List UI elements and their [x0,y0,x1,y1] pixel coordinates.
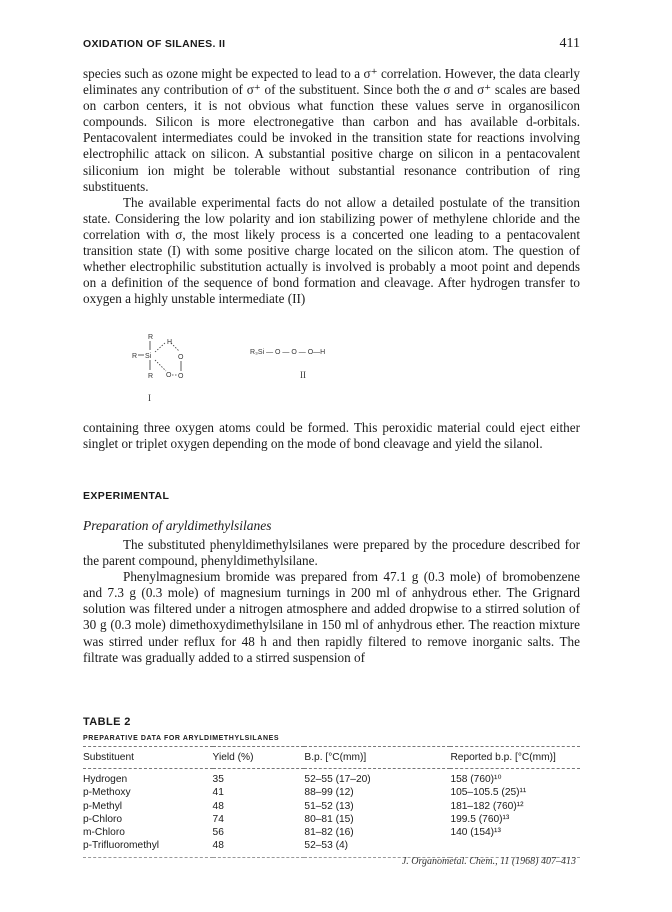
atom-si: Si [145,353,152,360]
cell-yield: 74 [212,813,224,825]
body-text-top [83,66,580,307]
paragraph-3: containing three oxygen atoms could be formed. This peroxidic material could eject either singlet or triplet oxygen depending on the mode of bond cleavage and yield the silanol. [83,420,580,452]
structure-ii-label: II [300,370,306,380]
running-header [83,38,580,56]
col-header-reported-bp: Reported b.p. [°C(mm)] [450,747,580,769]
cell-bp: 80–81 (15) [304,813,354,825]
col-header-yield: Yield (%) [213,747,305,769]
col-header-bp: B.p. [°C(mm)] [304,747,450,769]
cell-reported-bp: 158 (760)¹⁰ [450,774,502,785]
cell-substituent: p-Chloro [83,813,123,825]
cell-reported-bp [450,839,580,857]
table-header-row [83,747,580,769]
structure-ii-intermediate [248,340,358,400]
body-text-mid [83,420,580,452]
table-row [83,800,580,813]
cell-reported-bp: 140 (154)¹³ [450,827,501,839]
cell-substituent: m-Chloro [83,827,125,839]
structure-ii-formula: R₃Si — O — O — O—H [250,349,326,356]
table-label: TABLE 2 [83,716,131,728]
cell-substituent: p-Methyl [83,800,123,812]
cell-yield: 48 [213,839,305,857]
atom-r-bottom: R [148,373,154,380]
footer-citation: J. Organometal. Chem., 11 (1968) 407–413 [401,856,576,867]
cell-bp: 51–52 (13) [304,800,354,812]
cell-bp: 52–53 (4) [304,839,450,857]
cell-yield: 48 [212,800,224,812]
cell-yield: 41 [212,787,224,799]
cell-reported-bp: 181–182 (760)¹² [450,800,524,812]
cell-yield: 56 [212,827,224,839]
atom-o-right: O [178,373,184,380]
cell-substituent: Hydrogen [83,774,128,785]
cell-bp: 81–82 (16) [304,827,354,839]
table-row [83,839,580,857]
body-text-bottom [83,537,580,666]
atom-o-bottom: O [166,372,172,379]
col-header-substituent: Substituent [83,747,213,769]
paragraph-5: Phenylmagnesium bromide was prepared from 47.1 g (0.3 mole) of bromobenzene and 7.3 g (0.3 mole) of magnesium turnings in 200 ml of anhydrous ether. The Grignard solution was filtered under a nitrogen atmosphere and added dropwise to a stirred solution of 30 g (0.3 mole) dimethoxydimethylsilane in 150 ml of anhydrous ether. The reaction mixture was stirred under reflux for 48 h and then rapidly filtered to remove inorganic salts. The filtrate was gradually added to a stirred suspension of [83,569,580,665]
section-heading-experimental: EXPERIMENTAL [83,490,170,502]
table-caption: PREPARATIVE DATA FOR ARYLDIMETHYLSILANES [83,735,280,742]
structure-i-transition-state [130,330,220,410]
table-row [83,786,580,799]
cell-yield: 35 [212,774,224,785]
paragraph-1: species such as ozone might be expected to lead to a σ⁺ correlation. However, the data clearly eliminates any contribution of σ⁺ of the substituent. Since both the σ and σ⁺ scales are based on carbon centers, it is not obvious what function these values serve in organosilicon compounds. Silicon is more electronegative than carbon and has available d-orbitals. Pentacovalent intermediates could be invoked in the transition state for reactions involving electrophilic attack on silicon. A substantial positive charge on silicon in a pentacovalent siliconium ion might be tolerable without substantial resonance contribution of ring substituents. [83,66,580,194]
paragraph-4: The substituted phenyldimethylsilanes were prepared by the procedure described for the parent compound, phenyldimethylsilane. [83,537,580,569]
table-row [83,826,580,839]
cell-reported-bp: 199.5 (760)¹³ [450,813,510,825]
cell-bp: 88–99 (12) [304,787,354,799]
running-title: OXIDATION OF SILANES. II [83,38,226,50]
cell-reported-bp: 105–105.5 (25)¹¹ [450,787,527,799]
cell-substituent: p-Methoxy [83,787,131,799]
atom-o-top: O [178,354,184,361]
structure-i-label: I [148,393,151,403]
subsection-heading: Preparation of aryldimethylsilanes [83,518,272,533]
atom-r-left: R [132,353,138,360]
table-row [83,769,580,787]
cell-bp: 52–55 (17–20) [304,774,371,785]
atom-r-top: R [148,334,154,341]
atom-h: H [167,339,173,346]
cell-substituent: p-Trifluoromethyl [83,839,213,857]
table-row [83,813,580,826]
paragraph-2: The available experimental facts do not allow a detailed postulate of the transition state. Considering the low polarity and ion stabilizing power of methylene chloride and the correlation with σ, the most likely process is a concerted one leading to a pentacovalent transition state (I) with some positive charge located on the silicon atom. The question of whether electrophilic substitution actually is involved is probably a moot point and depends on a definition of the sequence of bond formation and cleavage. After hydrogen transfer to oxygen a highly unstable intermediate (II) [83,194,580,307]
page-number: 411 [559,36,580,51]
data-table [83,746,580,858]
